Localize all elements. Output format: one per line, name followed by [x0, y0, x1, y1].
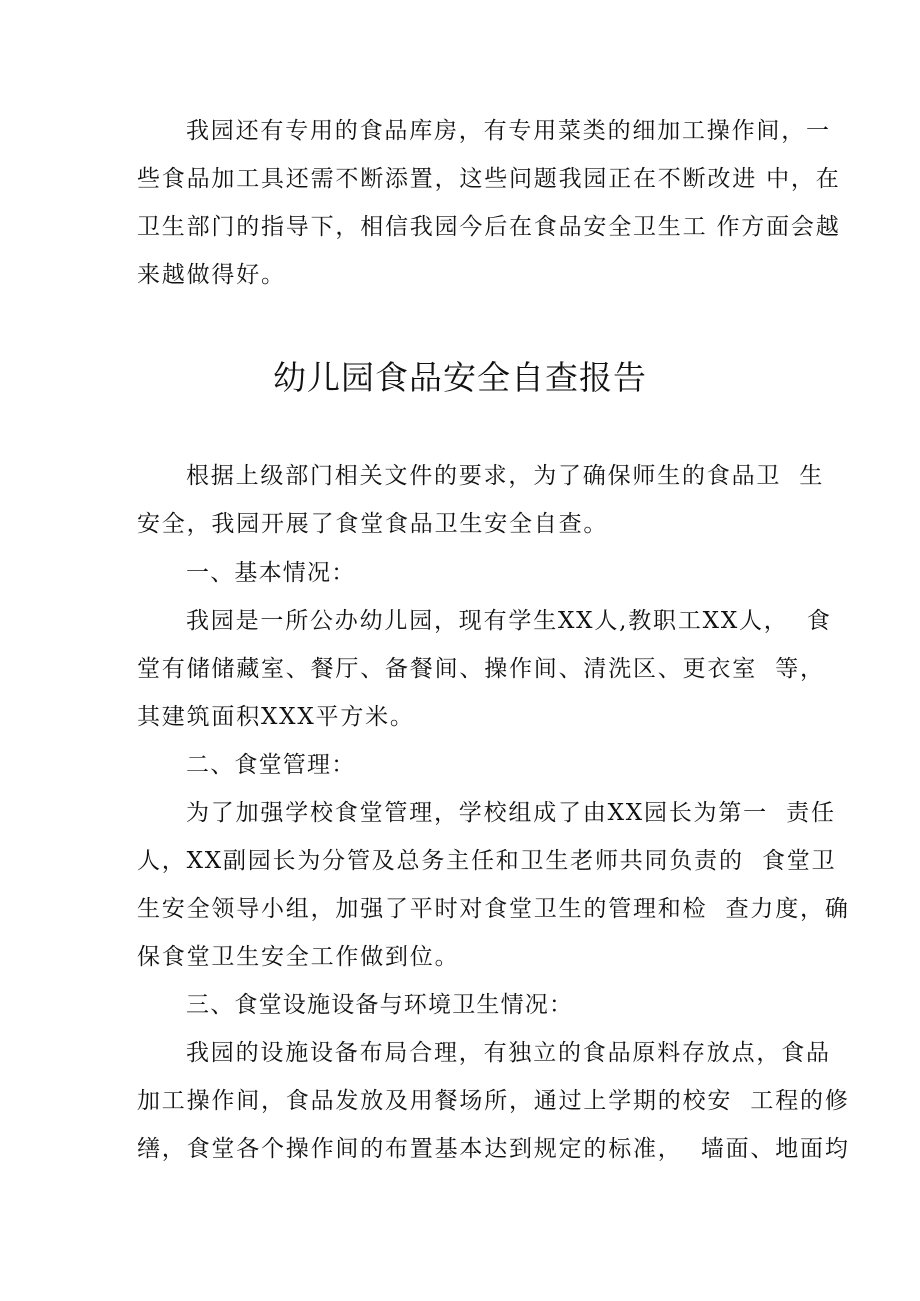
section-1-line-1: 我园是一所公办幼儿园，现有学生XX人,教职工XX人， 食	[186, 608, 832, 634]
section-3-line-3: 缮，食堂各个操作间的布置基本达到规定的标准， 墙面、地面均	[137, 1136, 850, 1162]
preface-line-2: 安全，我园开展了食堂食品卫生安全自查。	[137, 511, 609, 537]
section-2-line-4: 保食堂卫生安全工作做到位。	[137, 944, 460, 970]
section-2-line-3: 生安全领导小组，加强了平时对食堂卫生的管理和检 查力度，确	[137, 896, 850, 922]
section-2-heading: 二、食堂管理：	[186, 752, 356, 778]
section-2-line-2: 人，XX副园长为分管及总务主任和卫生老师共同负责的 食堂卫	[137, 848, 837, 874]
intro-line-4: 来越做得好。	[137, 262, 286, 288]
section-1-line-2: 堂有储储藏室、餐厅、备餐间、操作间、清洗区、更衣室 等，	[137, 656, 825, 682]
report-title: 幼儿园食品安全自查报告	[273, 358, 647, 397]
section-3-line-2: 加工操作间，食品发放及用餐场所，通过上学期的校安 工程的修	[137, 1088, 850, 1114]
intro-line-2: 些食品加工具还需不断添置，这些问题我园正在不断改进 中，在	[137, 166, 841, 192]
section-3-line-1: 我园的设施设备布局合理，有独立的食品原料存放点，食品	[186, 1040, 831, 1066]
intro-line-1: 我园还有专用的食品库房，有专用菜类的细加工操作间，一	[186, 118, 831, 144]
preface-line-1: 根据上级部门相关文件的要求，为了确保师生的食品卫 生	[186, 463, 825, 489]
section-1-heading: 一、基本情况：	[186, 560, 356, 586]
section-1-line-3: 其建筑面积XXX平方米。	[137, 704, 415, 730]
section-2-line-1: 为了加强学校食堂管理，学校组成了由XX园长为第一 责任	[186, 800, 836, 826]
intro-line-3: 卫生部门的指导下，相信我园今后在食品安全卫生工 作方面会越	[137, 214, 841, 240]
section-3-heading: 三、食堂设施设备与环境卫生情况：	[186, 992, 574, 1018]
